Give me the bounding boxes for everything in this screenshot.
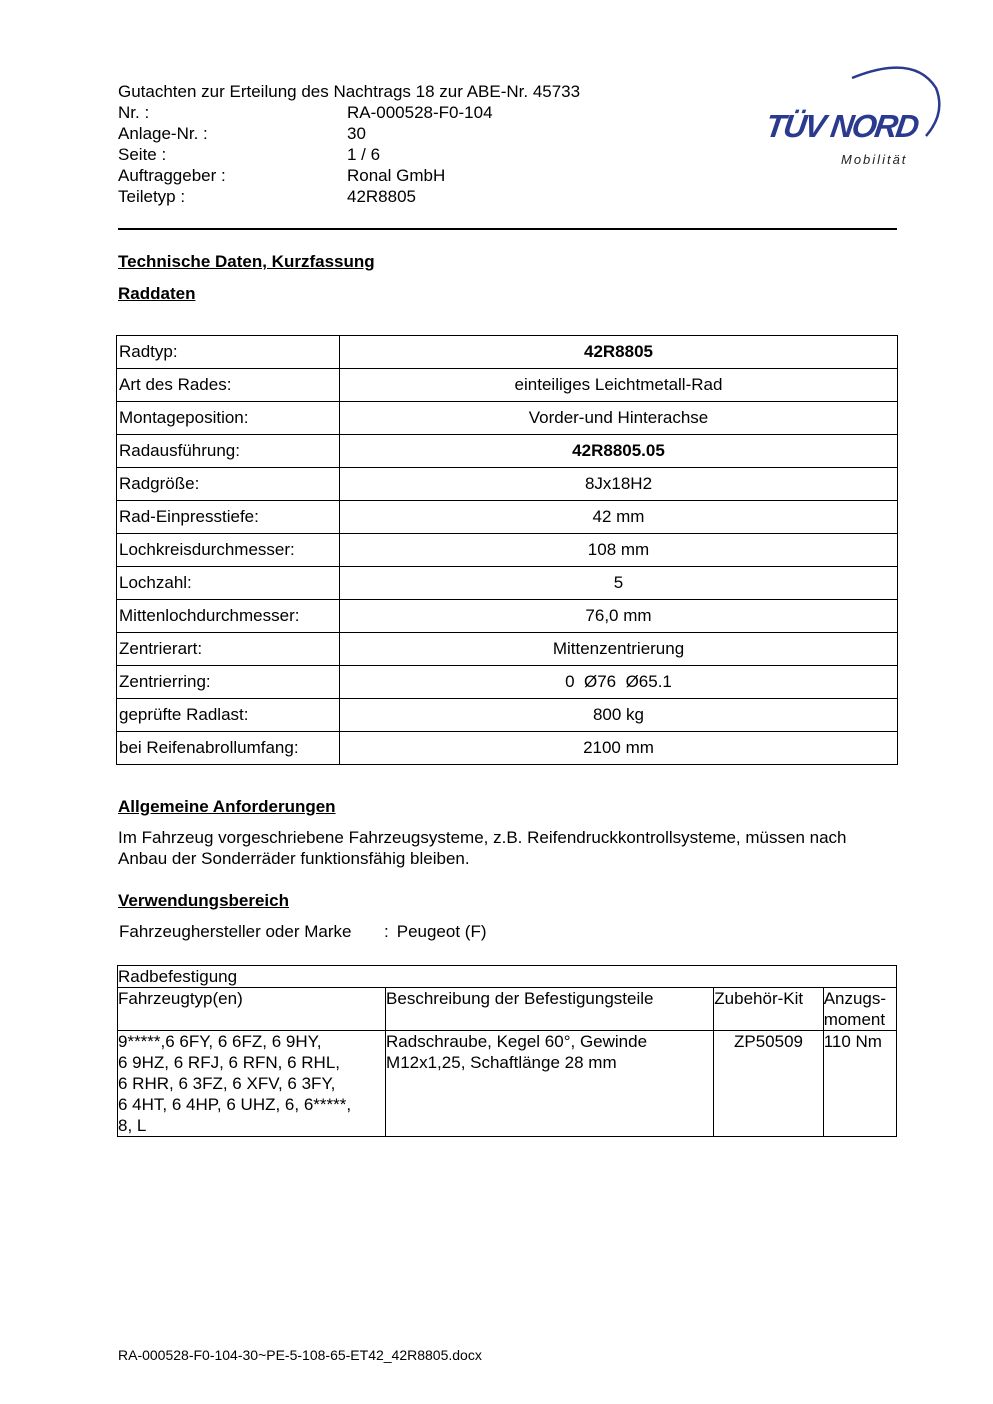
- befestigung-table: [117, 965, 897, 1137]
- header-fahrzeugtyp: Fahrzeugtyp(en): [118, 988, 386, 1031]
- type-line: 9*****,6 6FY, 6 6FZ, 6 9HY,: [118, 1032, 322, 1051]
- table-row: [117, 567, 898, 600]
- header-anzugsmoment: [823, 988, 896, 1031]
- row-label: geprüfte Radlast:: [117, 699, 340, 732]
- heading-technische-daten: Technische Daten, Kurzfassung: [118, 252, 375, 271]
- maker-value: Peugeot (F): [396, 922, 487, 941]
- type-line: 6 9HZ, 6 RFJ, 6 RFN, 6 RHL,: [118, 1053, 340, 1072]
- table-row: [117, 369, 898, 402]
- row-value: einteiliges Leichtmetall-Rad: [340, 369, 898, 402]
- heading-raddaten: Raddaten: [118, 284, 196, 303]
- logo-subtitle: Mobilität: [841, 152, 908, 167]
- meta-row-auftraggeber: [118, 165, 580, 186]
- row-value: 2100 mm: [340, 732, 898, 765]
- header-divider: [118, 228, 897, 230]
- row-label: Rad-Einpresstiefe:: [117, 501, 340, 534]
- cell-anzugsmoment: 110 Nm: [823, 1031, 896, 1137]
- table-header-row: [118, 988, 897, 1031]
- row-value: 0 Ø76 Ø65.1: [340, 666, 898, 699]
- row-label: Radgröße:: [117, 468, 340, 501]
- table-row: [117, 435, 898, 468]
- meta-value: RA-000528-F0-104: [347, 103, 493, 122]
- meta-row-nr: [118, 102, 580, 123]
- desc-line: Radschraube, Kegel 60°, Gewinde: [386, 1032, 648, 1051]
- row-value: Mittenzentrierung: [340, 633, 898, 666]
- row-value: 42 mm: [340, 501, 898, 534]
- row-value: Vorder-und Hinterachse: [340, 402, 898, 435]
- raddaten-table: [116, 335, 898, 765]
- row-value: 800 kg: [340, 699, 898, 732]
- maker-label: Fahrzeughersteller oder Marke: [119, 922, 352, 941]
- tuv-nord-logo: [764, 58, 944, 173]
- table-row: [117, 468, 898, 501]
- table-row: [117, 699, 898, 732]
- maker-separator: :: [384, 922, 389, 941]
- table-row: [118, 1031, 897, 1137]
- row-value: 42R8805: [340, 336, 898, 369]
- document-header: [118, 81, 580, 207]
- row-label: Art des Rades:: [117, 369, 340, 402]
- row-value: 42R8805.05: [340, 435, 898, 468]
- row-value: 5: [340, 567, 898, 600]
- row-label: Zentrierart:: [117, 633, 340, 666]
- type-line: 6 RHR, 6 3FZ, 6 XFV, 6 3FY,: [118, 1074, 336, 1093]
- meta-value: Ronal GmbH: [347, 166, 446, 185]
- cell-fahrzeugtypen: [118, 1031, 386, 1137]
- header-anzug-line2: moment: [823, 1010, 886, 1029]
- table-row: [117, 402, 898, 435]
- cell-zubehoer-kit: ZP50509: [714, 1031, 823, 1137]
- table-row: [117, 336, 898, 369]
- maker-row: [119, 922, 487, 942]
- row-label: Mittenlochdurchmesser:: [117, 600, 340, 633]
- heading-verwendung: Verwendungsbereich: [118, 891, 289, 910]
- meta-label: Seite :: [118, 145, 167, 164]
- meta-value: 1 / 6: [347, 145, 381, 164]
- meta-label: Nr. :: [118, 103, 150, 122]
- header-beschreibung: Beschreibung der Befestigungsteile: [386, 988, 714, 1031]
- row-label: bei Reifenabrollumfang:: [117, 732, 340, 765]
- allgemeine-paragraph: Im Fahrzeug vorgeschriebene Fahrzeugsysteme, z.B. Reifendruckkontrollsysteme, müssen nach Anbau der Sonderräder funktionsfähig bleiben.: [118, 828, 847, 868]
- header-anzug-line1: Anzugs-: [823, 989, 887, 1008]
- document-title: Gutachten zur Erteilung des Nachtrags 18 zur ABE-Nr. 45733: [118, 82, 581, 101]
- meta-label: Teiletyp :: [118, 187, 186, 206]
- type-line: 6 4HT, 6 4HP, 6 UHZ, 6, 6*****,: [118, 1095, 352, 1114]
- cell-beschreibung: [386, 1031, 714, 1137]
- table-row: [117, 534, 898, 567]
- row-label: Radtyp:: [117, 336, 340, 369]
- row-label: Lochzahl:: [117, 567, 340, 600]
- heading-allgemeine: Allgemeine Anforderungen: [118, 797, 336, 816]
- desc-line: M12x1,25, Schaftlänge 28 mm: [386, 1053, 617, 1072]
- table-row: [117, 666, 898, 699]
- row-value: 108 mm: [340, 534, 898, 567]
- table-row: [117, 501, 898, 534]
- meta-label: Auftraggeber :: [118, 166, 226, 185]
- meta-row-anlage: [118, 123, 580, 144]
- header-zubehoer: Zubehör-Kit: [714, 988, 823, 1031]
- table-title: Radbefestigung: [118, 966, 897, 988]
- meta-value: 30: [347, 124, 366, 143]
- row-value: 8Jx18H2: [340, 468, 898, 501]
- table-row: [117, 732, 898, 765]
- row-label: Lochkreisdurchmesser:: [117, 534, 340, 567]
- meta-row-teiletyp: [118, 186, 580, 207]
- logo-brand: TÜV NORD: [763, 108, 920, 144]
- row-label: Zentrierring:: [117, 666, 340, 699]
- table-row: [117, 633, 898, 666]
- meta-label: Anlage-Nr. :: [118, 124, 208, 143]
- row-value: 76,0 mm: [340, 600, 898, 633]
- footer-filename: RA-000528-F0-104-30~PE-5-108-65-ET42_42R8805.docx: [118, 1347, 482, 1363]
- table-row: [117, 600, 898, 633]
- row-label: Montageposition:: [117, 402, 340, 435]
- type-line: 8, L: [118, 1116, 147, 1135]
- meta-value: 42R8805: [347, 187, 417, 206]
- meta-row-seite: [118, 144, 580, 165]
- row-label: Radausführung:: [117, 435, 340, 468]
- table-title-row: [118, 966, 897, 988]
